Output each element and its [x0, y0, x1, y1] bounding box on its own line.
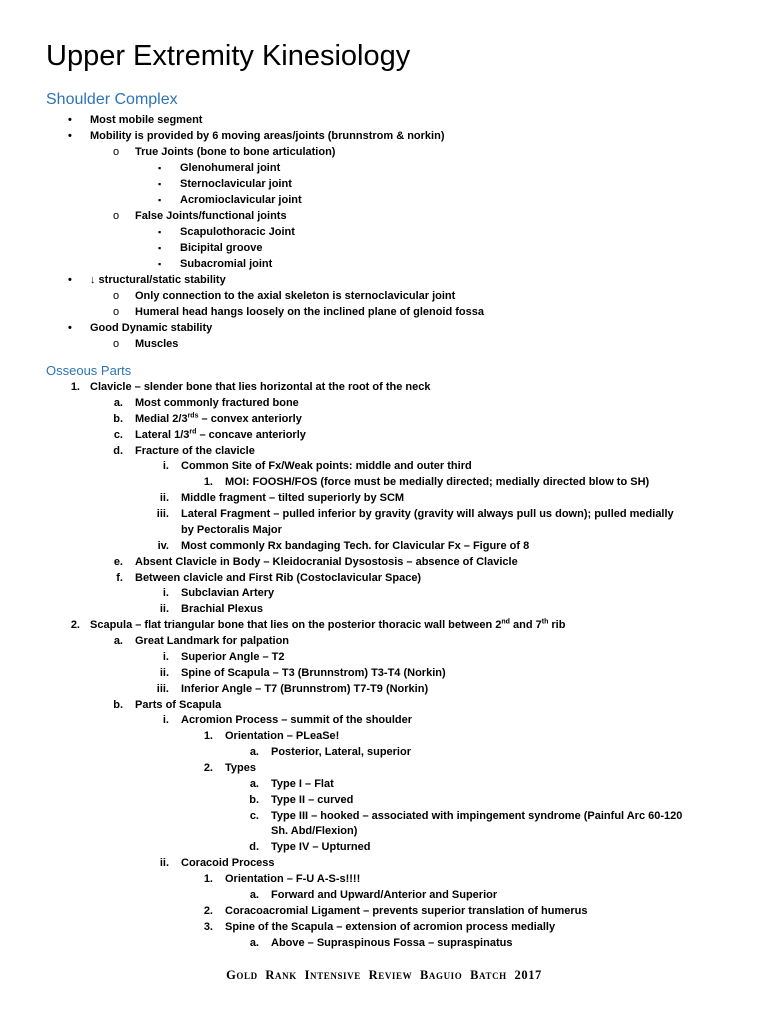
list-item-text: Orientation – PLeaSe!	[225, 730, 340, 742]
list-marker: ▪	[158, 243, 162, 253]
list-marker: o	[113, 306, 120, 318]
list-item-text: Mobility is provided by 6 moving areas/joints (brunnstrom & norkin)	[90, 130, 445, 142]
list-item-text: Most commonly Rx bandaging Tech. for Clavicular Fx – Figure of 8	[181, 540, 530, 552]
list-marker: e.	[113, 556, 123, 568]
list-marker: •	[68, 322, 72, 334]
list-marker: 1.	[70, 381, 80, 393]
list-marker: ii.	[159, 857, 169, 869]
list-marker: ▪	[158, 179, 162, 189]
list-item-text: Coracoacromial Ligament – prevents superior translation of humerus	[225, 905, 588, 917]
list-marker: a.	[113, 635, 123, 647]
list-marker: 2.	[203, 905, 213, 917]
list-item-text: Great Landmark for palpation	[135, 635, 290, 647]
list-item-text: Subacromial joint	[180, 258, 273, 270]
list-item-text: Spine of the Scapula – extension of acromion process medially	[225, 921, 556, 933]
list-item-text: Forward and Upward/Anterior and Superior	[271, 889, 498, 901]
list-item-text: False Joints/functional joints	[135, 210, 287, 222]
list-marker: d.	[113, 445, 123, 457]
list-item-text: Type IV – Upturned	[271, 841, 371, 853]
list-marker: a.	[249, 937, 259, 949]
list-item-text: Sternoclavicular joint	[180, 178, 292, 190]
list-item-text: Medial $2/3^{rds}$ – convex anteriorly	[135, 412, 302, 425]
list-item-text: Parts of Scapula	[135, 699, 222, 711]
list-item-text: Lateral 1/3rd – concave anteriorly	[135, 428, 306, 441]
list-marker: •	[68, 130, 72, 142]
list-marker: 3.	[203, 921, 213, 933]
list-marker: i.	[162, 714, 169, 726]
list-marker: •	[68, 274, 72, 286]
list-item-text: Above – Supraspinous Fossa – supraspinatus	[271, 937, 513, 949]
section-heading-osseous-parts: Osseous Parts	[46, 363, 132, 378]
list-marker: ▪	[158, 259, 162, 269]
list-item-text: Clavicle – slender bone that lies horizontal at the root of the neck	[90, 381, 431, 393]
list-item-text: Spine of Scapula – T3 (Brunnstrom) T3-T4 (Norkin)	[181, 667, 446, 679]
list-item-text: Between clavicle and First Rib (Costoclavicular Space)	[135, 572, 422, 584]
list-item-text: Inferior Angle – T7 (Brunnstrom) T7-T9 (Norkin)	[181, 683, 429, 695]
list-item-text: Muscles	[135, 338, 179, 350]
list-item-text: Brachial Plexus	[181, 603, 263, 615]
list-marker: d.	[249, 841, 259, 853]
list-item-text: Glenohumeral joint	[180, 162, 281, 174]
list-item-text: Coracoid Process	[181, 857, 275, 869]
list-marker: ▪	[158, 227, 162, 237]
list-marker: a.	[249, 889, 259, 901]
list-marker: iii.	[156, 683, 169, 695]
list-item-text: Only connection to the axial skeleton is sternoclavicular joint	[135, 290, 456, 302]
section-heading-shoulder-complex: Shoulder Complex	[46, 91, 178, 108]
list-marker: b.	[249, 794, 259, 806]
list-item-text: Types	[225, 762, 256, 774]
list-marker: 2.	[70, 619, 80, 631]
list-marker: iv.	[157, 540, 169, 552]
list-marker: 1.	[203, 730, 213, 742]
list-item-text: Most mobile segment	[90, 114, 203, 126]
list-marker: i.	[162, 460, 169, 472]
list-marker: ii.	[159, 603, 169, 615]
list-marker: a.	[113, 397, 123, 409]
list-marker: i.	[162, 587, 169, 599]
list-item-text: Scapula – flat triangular bone that lies on the posterior thoracic wall between 2nd and 7th rib	[90, 618, 566, 631]
list-item-text: Good Dynamic stability	[90, 322, 213, 334]
list-item-text: Type I – Flat	[271, 778, 334, 790]
list-item-text: ↓ structural/static stability	[90, 274, 226, 286]
list-item-text: Sh. Abd/Flexion)	[271, 825, 358, 837]
list-item-text: Type III – hooked – associated with impingement syndrome (Painful Arc 60-120	[271, 810, 683, 822]
list-item-text: Acromion Process – summit of the shoulder	[181, 714, 413, 726]
list-item-text: Superior Angle – T2	[181, 651, 285, 663]
list-marker: 1.	[203, 476, 213, 488]
list-item-text: Humeral head hangs loosely on the inclined plane of glenoid fossa	[135, 306, 485, 318]
list-item-text: by Pectoralis Major	[181, 524, 282, 536]
list-item-text: Orientation – F-U A-S-s!!!!	[225, 873, 361, 885]
list-item-text: Absent Clavicle in Body – Kleidocranial Dysostosis – absence of Clavicle	[135, 556, 518, 568]
list-marker: ▪	[158, 195, 162, 205]
list-item-text: Type II – curved	[271, 794, 354, 806]
list-marker: f.	[116, 572, 123, 584]
list-marker: a.	[249, 746, 259, 758]
list-marker: o	[113, 290, 120, 302]
list-marker: ii.	[159, 492, 169, 504]
list-item-text: Subclavian Artery	[181, 587, 275, 599]
list-item-text: Lateral Fragment – pulled inferior by gravity (gravity will always pull us down); pulled medially	[181, 508, 674, 520]
list-item-text: Scapulothoracic Joint	[180, 226, 295, 238]
page-footer: Gold Rank Intensive Review Baguio Batch 2017	[226, 968, 542, 982]
list-marker: o	[113, 210, 120, 222]
list-marker: •	[68, 114, 72, 126]
list-item-text: Bicipital groove	[180, 242, 263, 254]
list-item-text: Common Site of Fx/Weak points: middle and outer third	[181, 460, 472, 472]
list-marker: b.	[113, 699, 123, 711]
list-item-text: Fracture of the clavicle	[135, 445, 255, 457]
list-marker: b.	[113, 413, 123, 425]
list-item-text: True Joints (bone to bone articulation)	[135, 146, 336, 158]
list-marker: c.	[249, 810, 259, 822]
list-marker: ii.	[159, 667, 169, 679]
list-marker: o	[113, 146, 120, 158]
list-item-text: Acromioclavicular joint	[180, 194, 302, 206]
list-marker: 1.	[203, 873, 213, 885]
list-marker: a.	[249, 778, 259, 790]
list-marker: o	[113, 338, 120, 350]
list-marker: iii.	[156, 508, 169, 520]
list-marker: 2.	[203, 762, 213, 774]
list-marker: c.	[113, 429, 123, 441]
list-item-text: Middle fragment – tilted superiorly by SCM	[181, 492, 405, 504]
list-marker: ▪	[158, 163, 162, 173]
list-item-text: Posterior, Lateral, superior	[271, 746, 411, 758]
page-title: Upper Extremity Kinesiology	[46, 40, 411, 72]
list-marker: i.	[162, 651, 169, 663]
list-item-text: MOI: FOOSH/FOS (force must be medially directed; medially directed blow to SH)	[225, 476, 650, 488]
list-item-text: Most commonly fractured bone	[135, 397, 299, 409]
